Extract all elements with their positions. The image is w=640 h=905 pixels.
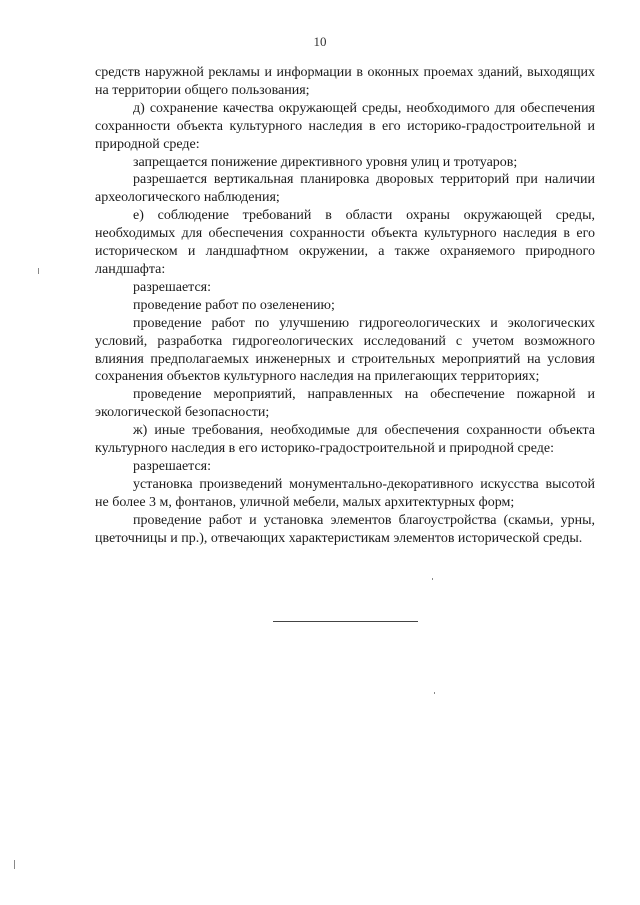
page-number: 10 bbox=[313, 34, 327, 49]
paragraph: разрешается: bbox=[133, 279, 211, 295]
paragraph: ж) иные требования, необходимые для обеспечения сохранности объекта культурного наследия в его историко-градостроительной и природной среде: bbox=[95, 423, 595, 457]
paragraph: д) сохранение качества окружающей среды, необходимого для обеспечения сохранности объекта культурного наследия в его историко-градостроительной и природной среде: bbox=[95, 100, 595, 152]
paragraph: разрешается: bbox=[133, 458, 211, 474]
paragraph: е) соблюдение требований в области охраны окружающей среды, необходимых для обеспечения сохранности объекта культурного наследия в его историческом и ландшафтном окружении, а также охраняемого природного ландшафта: bbox=[95, 208, 595, 277]
scan-speck bbox=[432, 578, 433, 580]
paragraph: установка произведений монументально-декоративного искусства высотой не более 3 м, фонтанов, уличной мебели, малых архитектурных форм; bbox=[95, 476, 595, 510]
paragraph: проведение работ по озеленению; bbox=[133, 297, 335, 313]
paragraph: средств наружной рекламы и информации в оконных проемах зданий, выходящих на территории общего пользования; bbox=[95, 65, 595, 98]
end-separator-line bbox=[273, 621, 418, 622]
scan-speck bbox=[14, 860, 15, 869]
paragraph: проведение работ и установка элементов благоустройства (скамьи, урны, цветочницы и пр.), отвечающих характеристикам элементов исторической среды. bbox=[95, 512, 595, 546]
scan-speck bbox=[38, 268, 39, 274]
paragraph: проведение мероприятий, направленных на обеспечение пожарной и экологической безопасности; bbox=[95, 387, 595, 421]
paragraph: проведение работ по улучшению гидрогеологических и экологических условий, разработка гидрогеологических исследований с учетом возможного влияния предполагаемых инженерных и строительных мероприятий на условия сохранения объектов культурного наследия на прилегающих территориях; bbox=[95, 315, 595, 385]
paragraph: разрешается вертикальная планировка дворовых территорий при наличии археологического наблюдения; bbox=[95, 172, 595, 206]
paragraph: запрещается понижение директивного уровня улиц и тротуаров; bbox=[133, 154, 518, 170]
scan-speck bbox=[434, 692, 435, 694]
document-body bbox=[95, 64, 595, 547]
